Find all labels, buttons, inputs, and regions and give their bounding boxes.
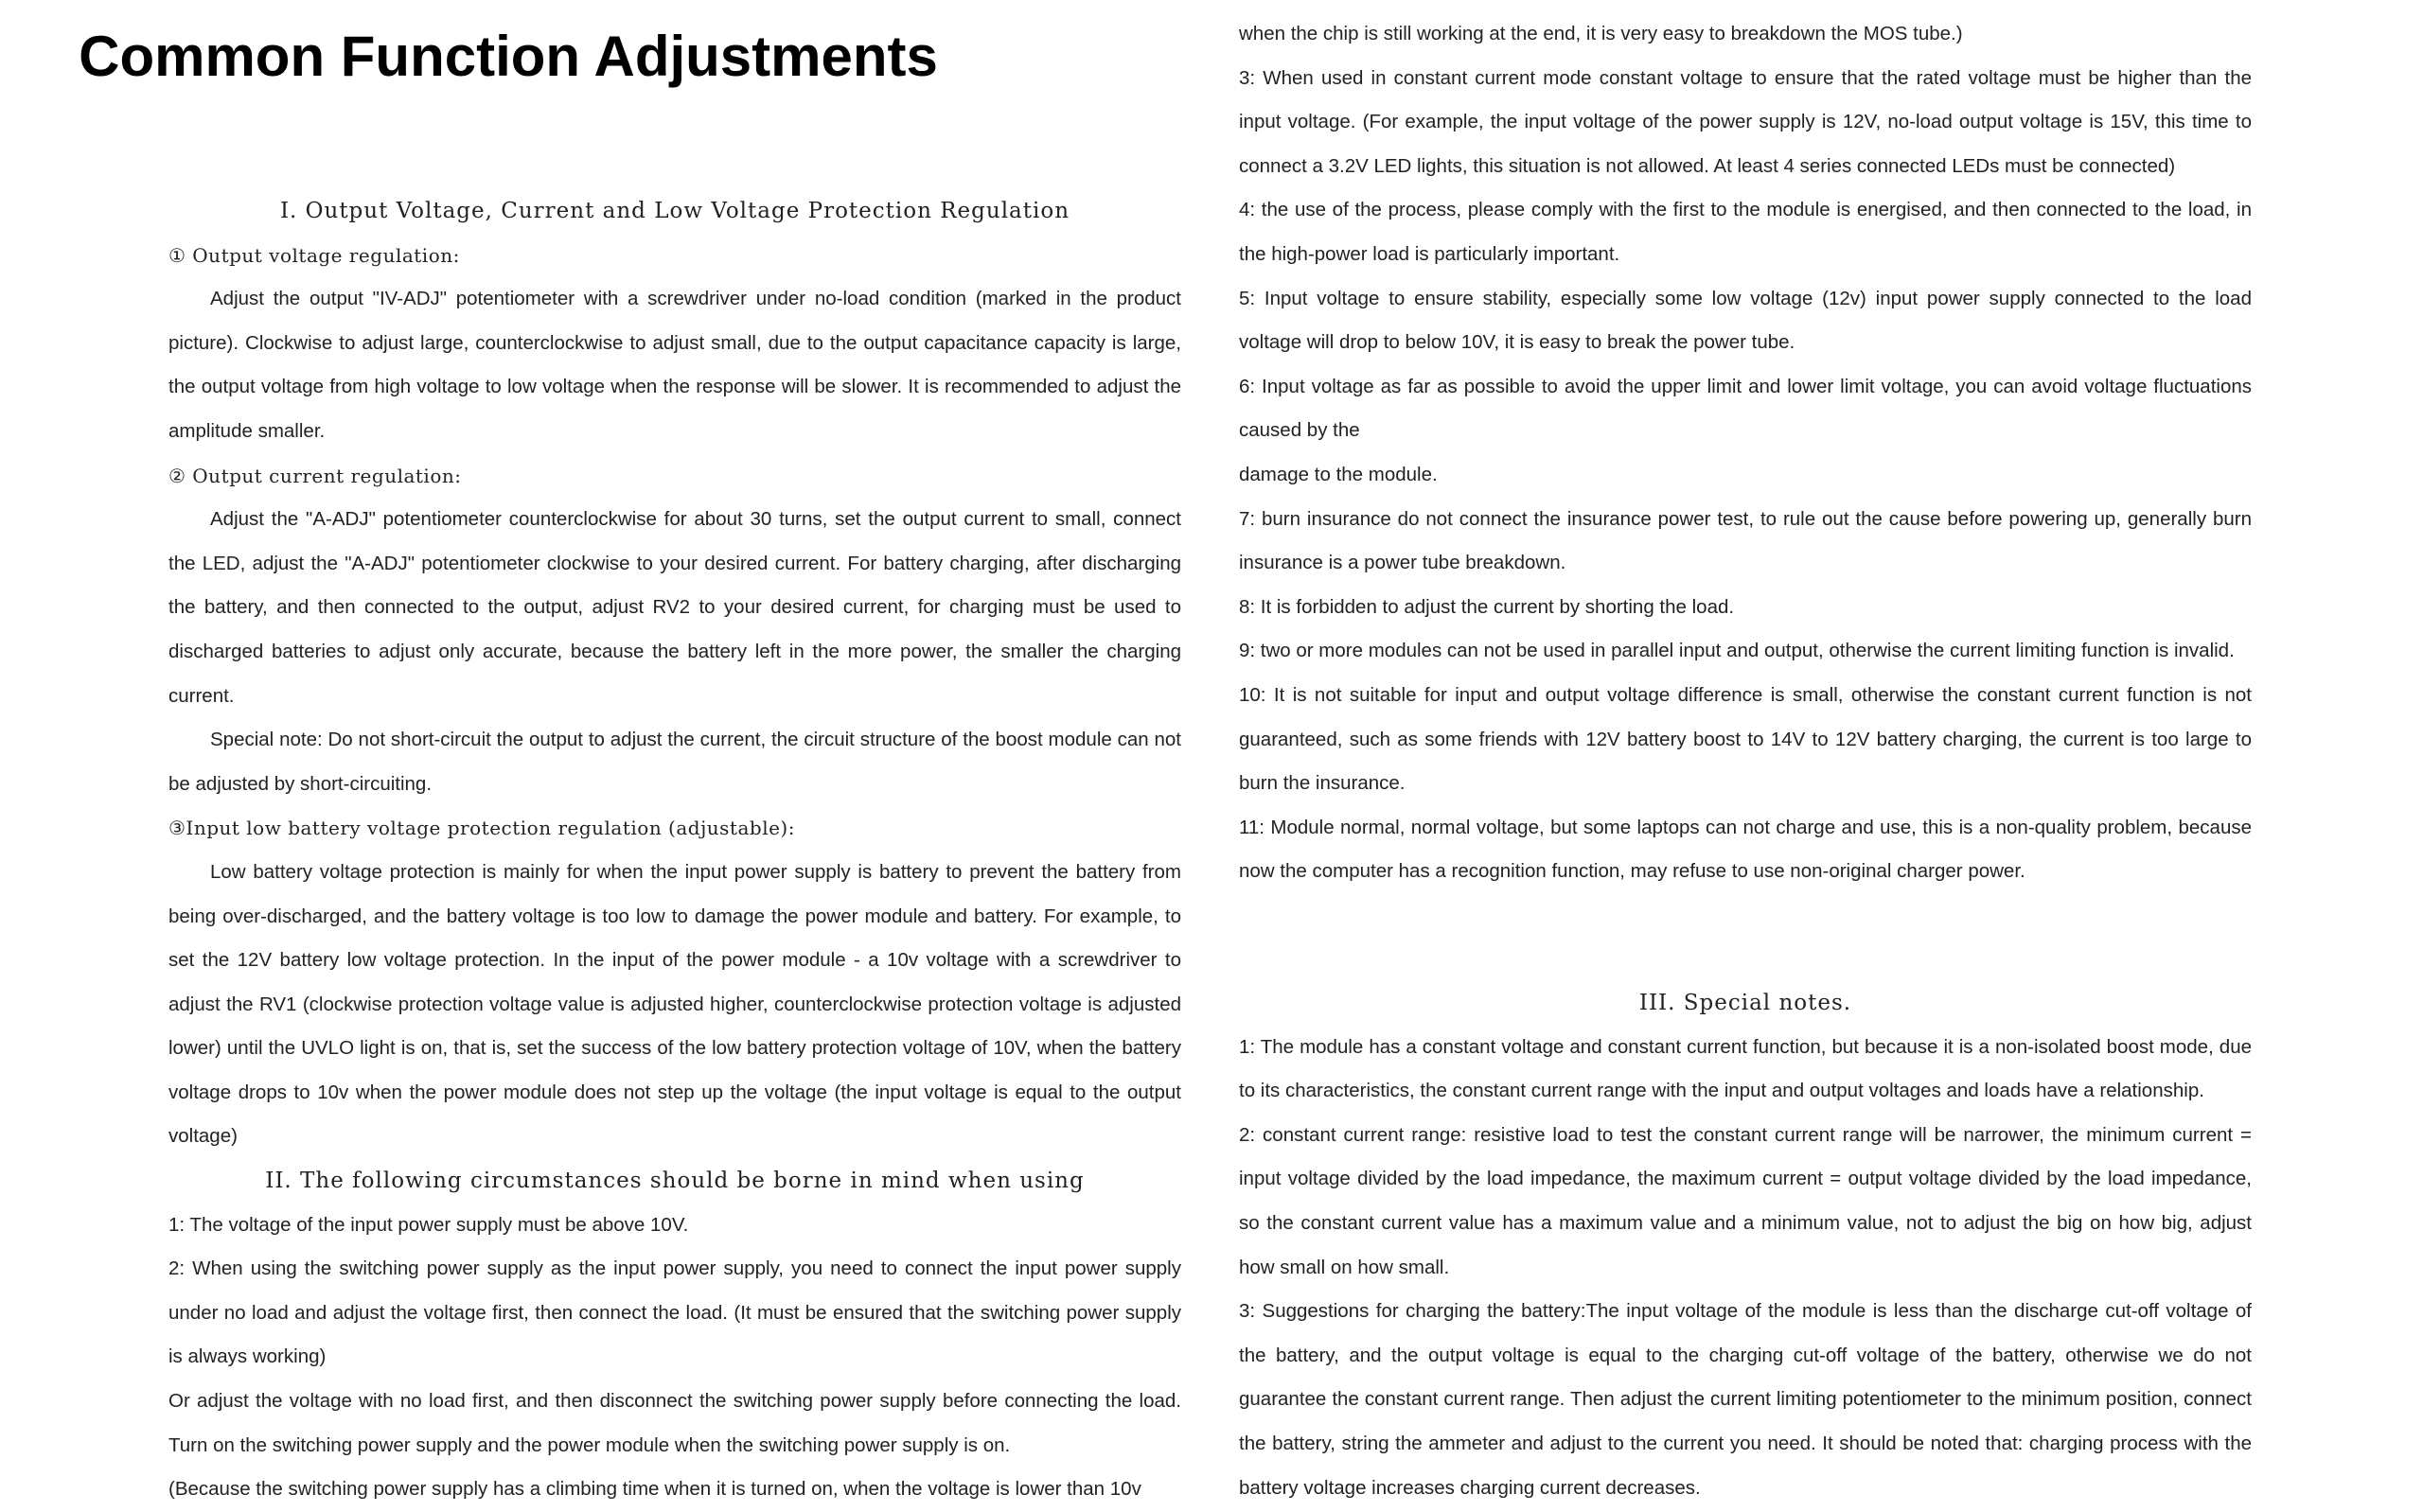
section-3	[1239, 981, 2252, 1510]
list-item: 5: Input voltage to ensure stability, especially some low voltage (12v) input power supply connected to the load voltage will drop to below 10V, it is easy to break the power tube.	[1239, 287, 2252, 354]
list-item: 6: Input voltage as far as possible to avoid the upper limit and lower limit voltage, you can avoid voltage fluctuations caused by the	[1239, 375, 2252, 442]
page-title: Common Function Adjustments	[79, 25, 938, 88]
section-3-heading: III. Special notes.	[1638, 991, 1852, 1015]
list-item: 3: Suggestions for charging the battery:The input voltage of the module is less than the discharge cut-off voltage of the battery, and the output voltage is equal to the charging cut-off voltage of the battery, otherwise we do not guarantee the constant current range. Then adjust the current limiting potentiometer to the minimum position, connect the battery, string the ammeter and adjust to the current you need. It should be noted that: charging process with the battery voltage increases charging current decreases.	[1239, 1300, 2252, 1499]
output-voltage-paragraph: Adjust the output "IV-ADJ" potentiometer with a screwdriver under no-load condition (marked in the product picture). Clockwise to adjust large, counterclockwise to adjust small, due to the output capacitance capacity is large, the output voltage from high voltage to low voltage when the response will be slower. It is recommended to adjust the amplitude smaller.	[168, 288, 1181, 442]
list-item: 1: The voltage of the input power supply must be above 10V.	[168, 1213, 689, 1236]
list-item: 8: It is forbidden to adjust the current by shorting the load.	[1239, 595, 1735, 618]
output-voltage-heading: ① Output voltage regulation:	[168, 243, 460, 267]
list-item: (Because the switching power supply has a climbing time when it is turned on, when the voltage is lower than 10v	[168, 1478, 1141, 1501]
list-item: 2: When using the switching power supply as the input power supply, you need to connect the input power supply under no load and adjust the voltage first, then connect the load. (It must be ensured that the switching power supply is always working)	[168, 1257, 1181, 1368]
list-item: 7: burn insurance do not connect the insurance power test, to rule out the cause before powering up, generally burn insurance is a power tube breakdown.	[1239, 507, 2252, 574]
section-1-heading: I. Output Voltage, Current and Low Voltage Protection Regulation	[279, 199, 1070, 223]
section-2-heading: II. The following circumstances should be borne in mind when using	[265, 1169, 1085, 1194]
list-item: 3: When used in constant current mode constant voltage to ensure that the rated voltage must be higher than the input voltage. (For example, the input voltage of the power supply is 12V, no-load output voltage is 15V, this time to connect a 3.2V LED lights, this situation is not allowed. At least 4 series connected LEDs must be connected)	[1239, 66, 2252, 177]
list-item: 2: constant current range: resistive load to test the constant current range will be narrower, the minimum current = input voltage divided by the load impedance, the maximum current = output voltage divided by the load impedance, so the constant current value has a maximum value and a minimum value, not to adjust the big on how big, adjust how small on how small.	[1239, 1123, 2252, 1278]
low-voltage-paragraph: Low battery voltage protection is mainly for when the input power supply is battery to prevent the battery from being over-discharged, and the battery voltage is too low to damage the power module and battery. For example, to set the 12V battery low voltage protection. In the input of the power module - a 10v voltage with a screwdriver to adjust the RV1 (clockwise protection voltage value is adjusted higher, counterclockwise protection voltage is adjusted lower) until the UVLO light is on, that is, set the success of the low battery protection voltage of 10V, when the battery voltage drops to 10v when the power module does not step up the voltage (the input voltage is equal to the output voltage)	[168, 860, 1181, 1148]
list-item: 9: two or more modules can not be used in parallel input and output, otherwise the current limiting function is invalid.	[1239, 640, 2235, 662]
section-2-continued	[1239, 12, 2252, 894]
list-item: 4: the use of the process, please comply with the first to the module is energised, and then connected to the load, in the high-power load is particularly important.	[1239, 199, 2252, 265]
output-current-paragraph: Adjust the "A-ADJ" potentiometer counterclockwise for about 30 turns, set the output current to small, connect the LED, adjust the "A-ADJ" potentiometer clockwise to your desired current. For battery charging, after discharging the battery, and then connected to the output, adjust RV2 to your desired current, for charging must be used to discharged batteries to adjust only accurate, because the battery left in the more power, the smaller the charging current.	[168, 508, 1181, 707]
list-item: damage to the module.	[1239, 463, 1438, 485]
output-current-heading: ② Output current regulation:	[168, 464, 462, 487]
special-note-paragraph: Special note: Do not short-circuit the output to adjust the current, the circuit structure of the boost module can not be adjusted by short-circuiting.	[168, 729, 1181, 795]
low-voltage-heading: ③Input low battery voltage protection regulation (adjustable):	[168, 817, 795, 840]
list-item: when the chip is still working at the end, it is very easy to breakdown the MOS tube.)	[1239, 23, 1963, 44]
list-item: 10: It is not suitable for input and output voltage difference is small, otherwise the constant current function is not guaranteed, such as some friends with 12V battery boost to 14V to 12V battery charging, the current is too large to burn the insurance.	[1239, 683, 2252, 795]
list-item: Or adjust the voltage with no load first, and then disconnect the switching power supply before connecting the load. Turn on the switching power supply and the power module when the switching power supply is on.	[168, 1390, 1181, 1456]
list-item: 1: The module has a constant voltage and constant current function, but because it is a non-isolated boost mode, due to its characteristics, the constant current range with the input and output voltages and loads have a relationship.	[1239, 1035, 2252, 1102]
section-1	[168, 189, 1181, 1512]
list-item: 11: Module normal, normal voltage, but some laptops can not charge and use, this is a non-quality problem, because now the computer has a recognition function, may refuse to use non-original charger power.	[1239, 816, 2252, 883]
